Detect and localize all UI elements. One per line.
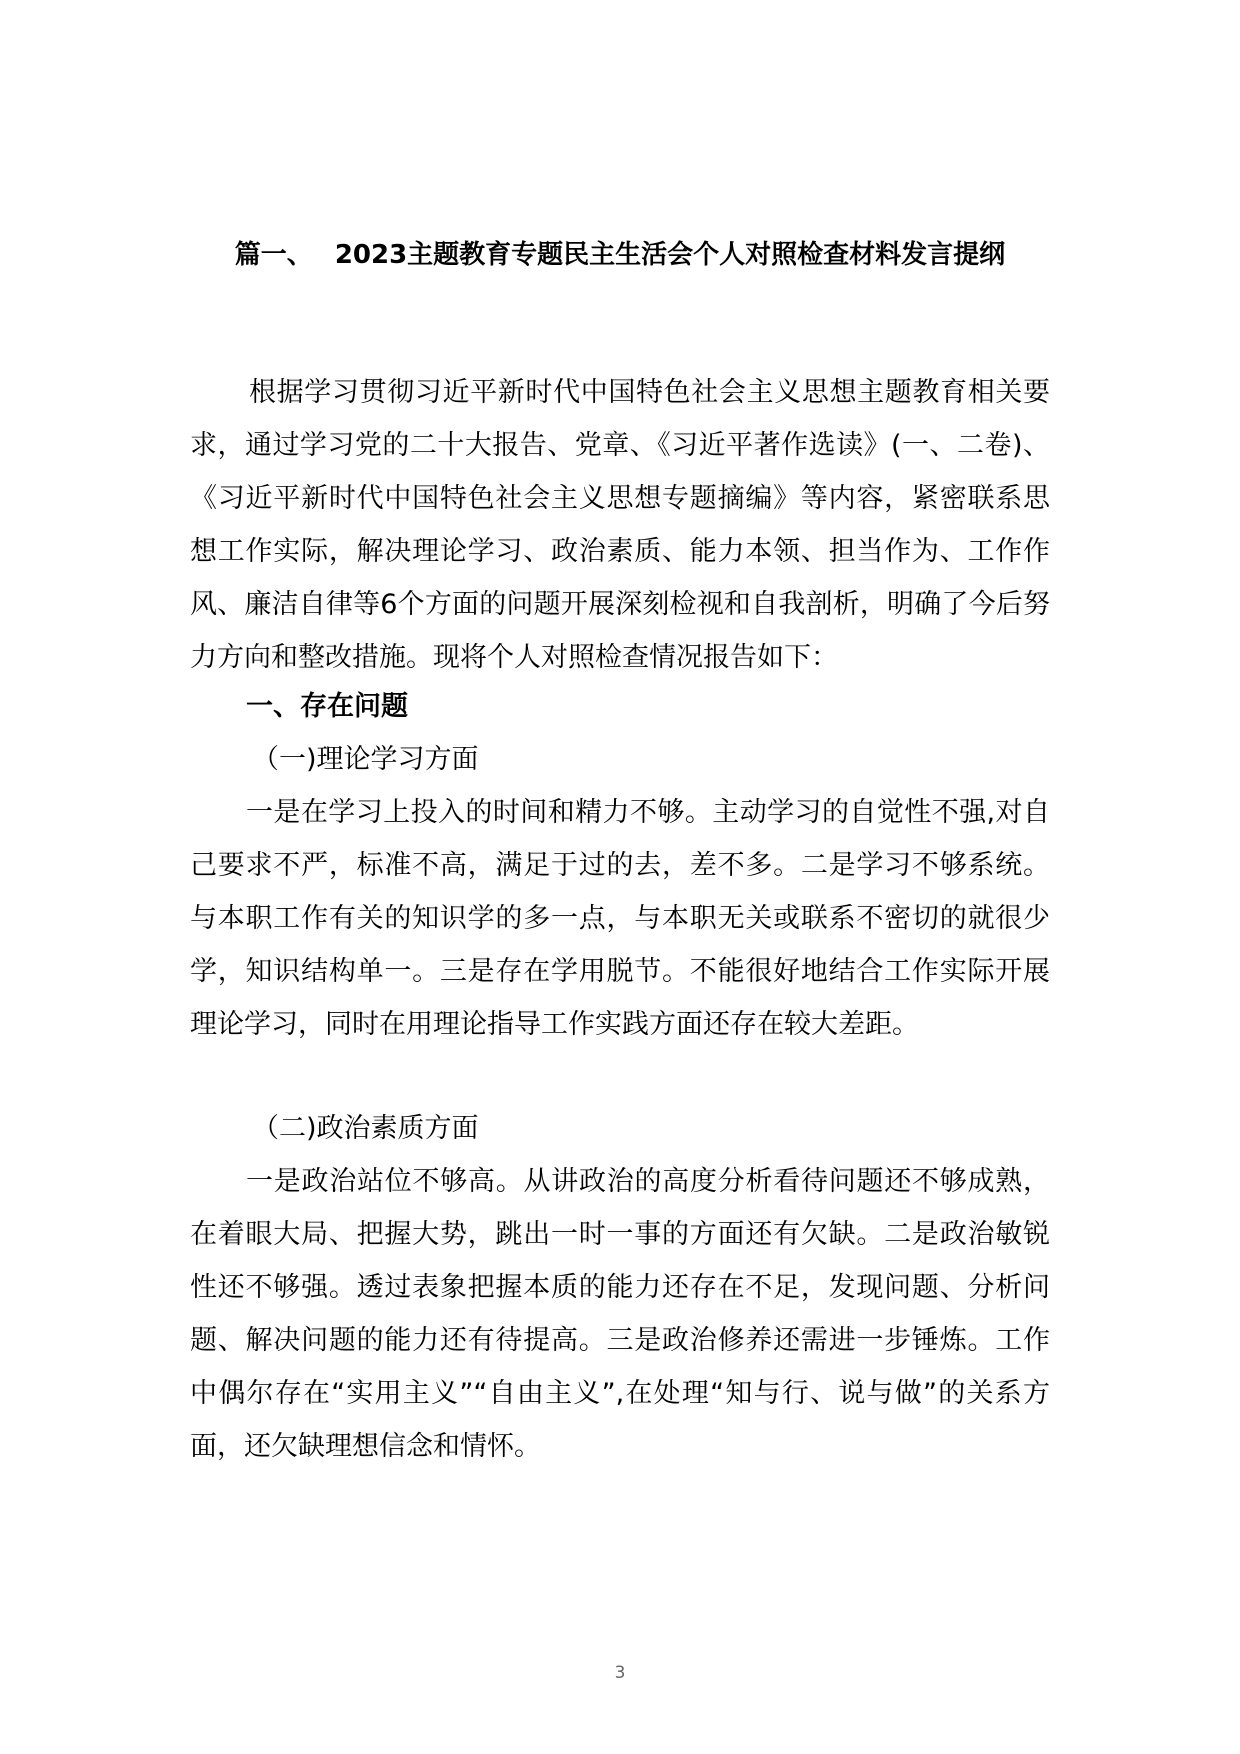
title-prefix: 篇一、 <box>234 240 313 270</box>
section-heading-problems: 一、存在问题 <box>246 691 408 722</box>
title-main: 2023主题教育专题民主生活会个人对照检查材料发言提纲 <box>334 240 1006 270</box>
subsection-heading-political-quality: （二)政治素质方面 <box>252 1113 479 1144</box>
intro-paragraph: 根据学习贯彻习近平新时代中国特色社会主义思想主题教育相关要求，通过学习党的二十大报告、党章、《习近平著作选读》(一、二卷)、《习近平新时代中国特色社会主义思想专题摘编》等内容，紧密联系思想工作实际，解决理论学习、政治素质、能力本领、担当作为、工作作风、廉洁自律等6个方面的问题开展深刻检视和自我剖析，明确了今后努力方向和整改措施。现将个人对照检查情况报告如下： <box>190 377 1050 673</box>
political-quality-paragraph: 一是政治站位不够高。从讲政治的高度分析看待问题还不够成熟，在着眼大局、把握大势，跳出一时一事的方面还有欠缺。二是政治敏锐性还不够强。透过表象把握本质的能力还存在不足，发现问题、分析问题、解决问题的能力还有待提高。三是政治修养还需进一步锤炼。工作中偶尔存在“实用主义”“自由主义”,在处理“知与行、说与做”的关系方面，还欠缺理想信念和情怀。 <box>190 1166 1050 1462</box>
page-number: 3 <box>614 1663 626 1683</box>
document-title <box>160 236 1080 274</box>
subsection-heading-theory-study: （一)理论学习方面 <box>252 744 479 775</box>
theory-study-paragraph: 一是在学习上投入的时间和精力不够。主动学习的自觉性不强,对自己要求不严，标准不高，满足于过的去，差不多。二是学习不够系统。与本职工作有关的知识学的多一点，与本职无关或联系不密切的就很少学，知识结构单一。三是存在学用脱节。不能很好地结合工作实际开展理论学习，同时在用理论指导工作实践方面还存在较大差距。 <box>190 797 1050 1040</box>
